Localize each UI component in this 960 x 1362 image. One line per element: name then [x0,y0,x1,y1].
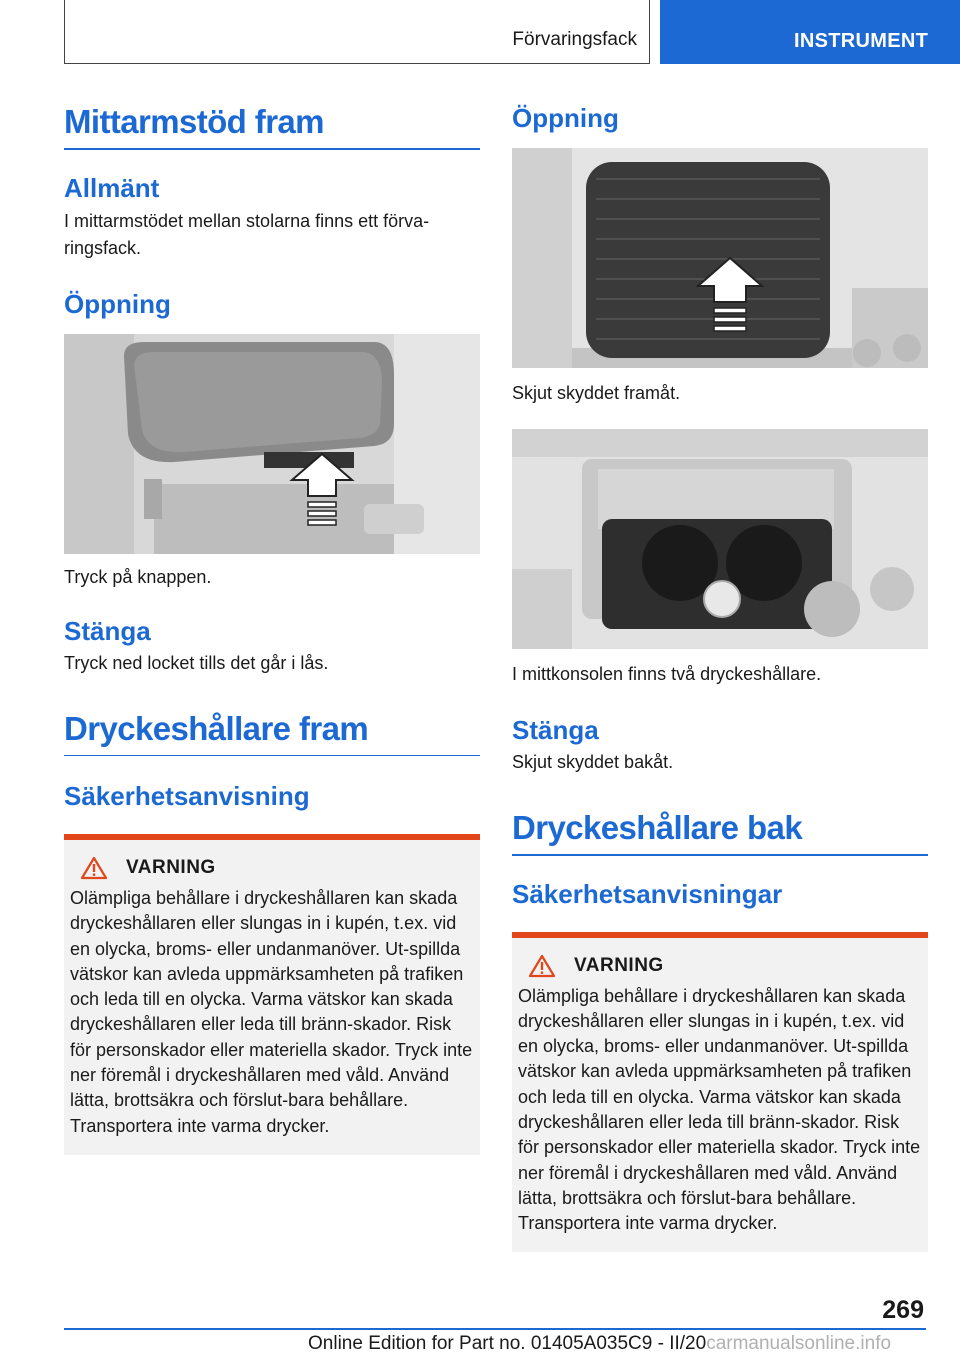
warning-header [528,954,922,978]
title-cupholder-rear: Dryckeshållare bak [512,809,803,846]
chapter-title: INSTRUMENT [794,30,929,52]
closing-text: Skjut skyddet bakåt. [512,752,674,772]
title-rule [512,854,928,856]
heading-safety: Säkerhetsanvisning [64,781,310,811]
page-number: 269 [882,1296,924,1324]
title-rule [64,755,480,757]
closing-text: Tryck ned locket tills det går i lås. [64,652,329,673]
title-armrest: Mittarmstöd fram [64,103,324,140]
cover-image [512,148,928,368]
heading-closing: Stänga [512,715,599,745]
heading-safety: Säkerhetsanvisningar [512,878,783,909]
general-text: I mittarmstödet mellan stolarna finns ett förva- ringsfack. [64,210,430,258]
warning-box [512,932,928,1253]
footer [308,1333,891,1355]
cupholder-image [512,429,928,649]
warning-text: Olämpliga behållare i dryckeshållaren kan skada dryckeshållaren eller slungas in i kupén, t.ex. vid en olycka, broms- eller undanmanöver. Ut-spillda vätskor kan avleda uppmärksamheten på trafiken och leda till en olycka. Varma vätskor kan skada dryckeshållaren eller leda till bränn-skador. Risk för personskador eller materiella skador. Tryck inte ner föremål i dryckeshållaren med våld. Använd lätta, brottsäkra och förslut-bara behållare. Transportera inte varma drycker. [518,985,921,1234]
warning-text: Olämpliga behållare i dryckeshållaren kan skada dryckeshållaren eller slungas in i kupén, t.ex. vid en olycka, broms- eller undanmanöver. Ut-spillda vätskor kan avleda uppmärksamheten på trafiken och leda till en olycka. Varma vätskor kan skada dryckeshållaren eller leda till bränn-skador. Risk för personskador eller materiella skador. Tryck inte ner föremål i dryckeshållaren med våld. Använd lätta, brottsäkra och förslut-bara behållare. Transportera inte varma drycker. [70,888,473,1136]
heading-opening: Öppning [64,288,171,319]
heading-general: Allmänt [64,172,160,203]
header-section-box [64,0,650,64]
section-title: Förvaringsfack [512,29,637,50]
warning-box [64,834,480,1155]
watermark-text: carmanualsonline.info [706,1333,892,1354]
footer-rule [64,1328,926,1330]
warning-triangle-icon [528,954,556,978]
warning-title: VARNING [574,954,664,976]
heading-closing: Stänga [64,615,151,646]
warning-header [80,856,474,880]
heading-opening: Öppning [512,103,619,133]
caption-cover: Skjut skyddet framåt. [512,383,681,403]
header-chapter-box [660,0,960,64]
warning-title: VARNING [126,857,216,878]
armrest-image [64,334,480,554]
left-column [64,100,480,1155]
warning-triangle-icon [80,856,108,880]
opening-caption: Tryck på knappen. [64,566,212,587]
title-cupholder-front: Dryckeshållare fram [64,709,369,747]
right-column [512,100,928,1252]
edition-text: Online Edition for Part no. 01405A035C9 - II/20 [308,1333,707,1354]
caption-cupholders: I mittkonsolen finns två dryckeshållare. [512,664,822,684]
title-rule [64,148,480,150]
